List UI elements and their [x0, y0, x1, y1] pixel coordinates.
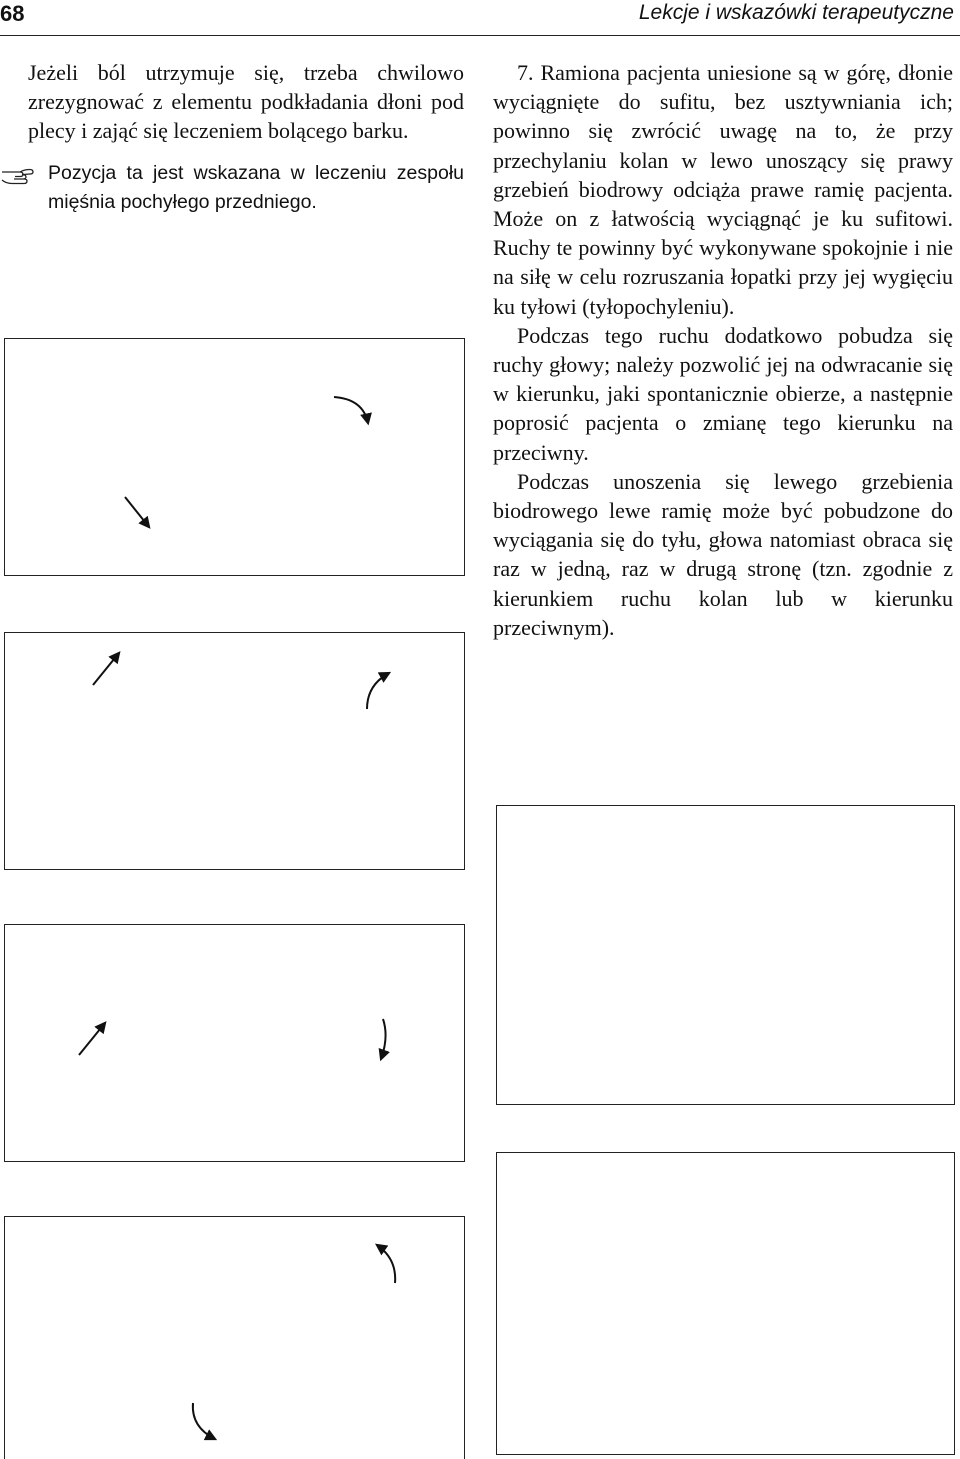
- figure-1: [4, 338, 465, 576]
- paragraph-head-movement: Podczas tego ruchu dodatkowo pobudza się ruchy głowy; należy pozwolić jej na odwracanie się w kierunku, jaki spontanicznie obierze, a następnie poprosić pacjenta o zmianę tego kierunku na przeciwny.: [493, 322, 953, 465]
- left-column: [28, 58, 464, 217]
- note-text: Pozycja ta jest wskazana w leczeniu zespołu mięśnia pochyłego przedniego.: [48, 162, 464, 213]
- curved-arrow-up-right-icon: [5, 633, 466, 871]
- paragraph-left-crest: Podczas unoszenia się lewego grzebienia biodrowego lewe ramię może być pobudzone do wyciągania się do tyłu, głowa natomiast obraca się raz w jedną, raz w drugą stronę (tzn. zgodnie z kierunkiem ruchu kolan lub w kierunku przeciwnym).: [493, 468, 953, 640]
- figure-4: [4, 924, 465, 1162]
- right-column: [493, 58, 953, 642]
- pointing-hand-icon: [0, 163, 36, 185]
- page-number: 68: [0, 1, 25, 26]
- curved-arrow-down-icon: [5, 925, 466, 1163]
- curved-arrow-down-right-icon: [5, 1217, 466, 1459]
- left-paragraph: Jeżeli ból utrzymuje się, trzeba chwilowo zrezygnować z elementu podkładania dłoni pod plecy i zająć się leczeniem bolącego barku.: [28, 60, 464, 143]
- curved-arrow-down-icon: [5, 339, 466, 577]
- figure-5: [496, 1152, 955, 1455]
- page-header: [0, 0, 960, 36]
- running-title: Lekcje i wskazówki terapeutyczne: [638, 1, 954, 24]
- therapy-note: [28, 159, 464, 217]
- figure-3: [496, 805, 955, 1105]
- figure-6: [4, 1216, 465, 1459]
- paragraph-7: 7. Ramiona pacjenta uniesione są w górę, dłonie wyciągnięte do sufitu, bez usztywniania ich; powinno się zwrócić uwagę na to, że przy przechylaniu kolan w lewo unoszący się prawy grzebień biodrowy odciąża prawe ramię pacjenta. Może on z łatwością wyciągnąć je ku sufitowi. Ruchy te powinny być wykonywane spokojnie i nie na siłę w celu rozruszania łopatki przy jej wygięciu ku tyłowi (tyłopochyleniu).: [493, 60, 953, 319]
- figure-2: [4, 632, 465, 870]
